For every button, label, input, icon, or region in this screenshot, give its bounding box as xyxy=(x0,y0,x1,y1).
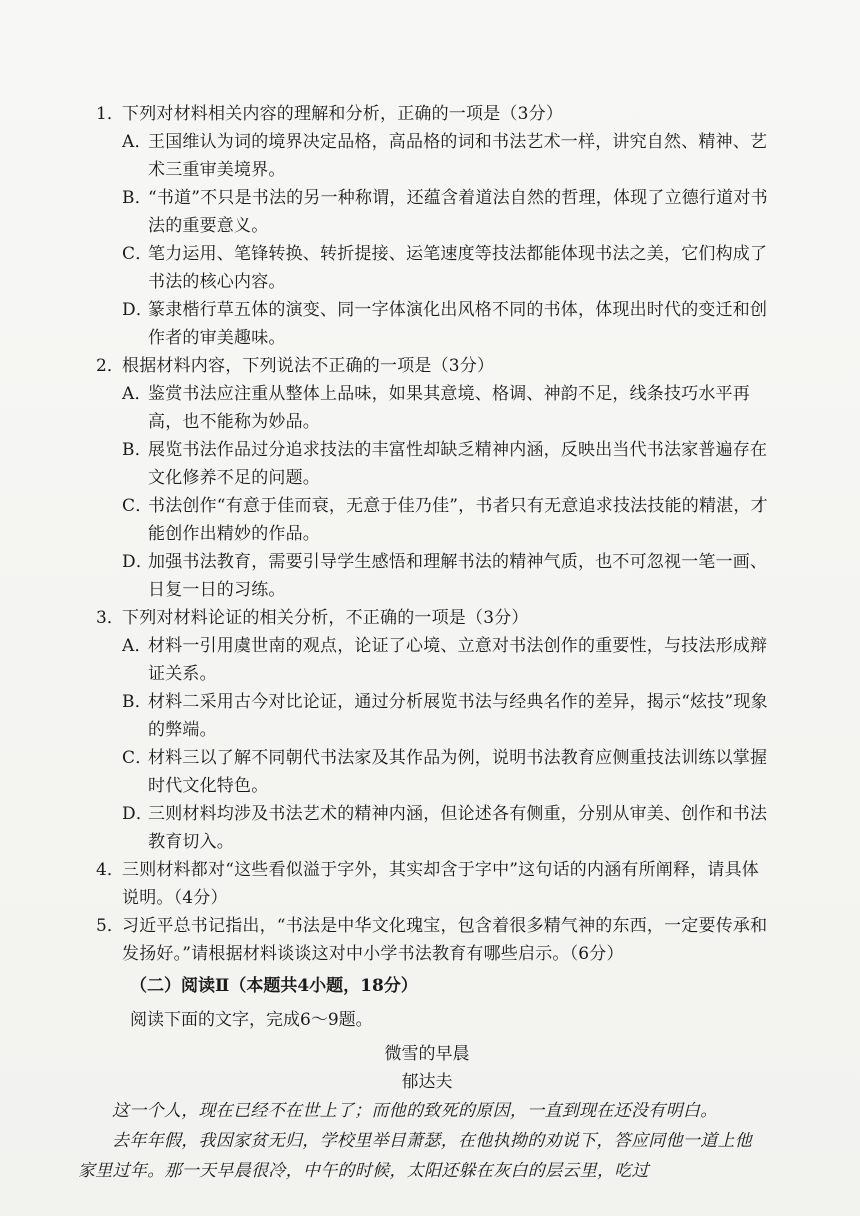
option-a xyxy=(122,380,772,436)
option-text: 鉴赏书法应注重从整体上品味，如果其意境、格调、神韵不足，线条技巧水平再高，也不能称为妙品。 xyxy=(148,384,750,432)
option-letter: A． xyxy=(122,384,152,404)
question-stem: 习近平总书记指出，“书法是中华文化瑰宝，包含着很多精气神的东西，一定要传承和发扬好。”请根据材料谈谈这对中小学书法教育有哪些启示。（6分） xyxy=(122,916,768,964)
option-d xyxy=(122,548,772,604)
option-letter: D． xyxy=(122,804,154,824)
question-number: 2． xyxy=(96,356,124,376)
question-number: 5． xyxy=(96,916,124,936)
option-text: 书法创作“有意于佳而衰，无意于佳乃佳”，书者只有无意追求技法技能的精湛，才能创作出精妙的作品。 xyxy=(148,496,768,544)
section-title: （二）阅读Ⅱ（本题共4小题，18分） xyxy=(130,976,418,996)
story-title: 微雪的早晨 xyxy=(384,1044,470,1064)
story-paragraph: 这一个人，现在已经不在世上了；而他的致死的原因，一直到现在还没有明白。 xyxy=(112,1101,718,1121)
option-text: 展览书法作品过分追求技法的丰富性却缺乏精神内涵，反映出当代书法家普遍存在文化修养不足的问题。 xyxy=(148,440,768,488)
option-b xyxy=(122,688,772,744)
option-c xyxy=(122,492,772,548)
question-number: 1． xyxy=(96,104,124,124)
story-author: 郁达夫 xyxy=(401,1072,453,1092)
option-letter: A． xyxy=(122,132,152,152)
question-4 xyxy=(82,856,772,912)
option-text: 笔力运用、笔锋转换、转折提接、运笔速度等技法都能体现书法之美，它们构成了书法的核心内容。 xyxy=(148,244,768,292)
question-number: 4． xyxy=(96,860,124,880)
option-letter: B． xyxy=(122,440,152,460)
option-text: 加强书法教育，需要引导学生感悟和理解书法的精神气质，也不可忽视一笔一画、日复一日的习练。 xyxy=(148,552,768,600)
option-letter: C． xyxy=(122,244,153,264)
question-5 xyxy=(82,912,772,968)
option-letter: A． xyxy=(122,636,152,656)
option-text: 王国维认为词的境界决定品格，高品格的词和书法艺术一样，讲究自然、精神、艺术三重审美境界。 xyxy=(148,132,768,180)
question-1 xyxy=(82,100,772,352)
option-text: 材料三以了解不同朝代书法家及其作品为例，说明书法教育应侧重技法训练以掌握时代文化特色。 xyxy=(148,748,768,796)
option-a xyxy=(122,632,772,688)
option-d xyxy=(122,800,772,856)
option-text: 三则材料均涉及书法艺术的精神内涵，但论述各有侧重，分别从审美、创作和书法教育切入。 xyxy=(148,804,768,852)
reading-instruction: 阅读下面的文字，完成6～9题。 xyxy=(130,1010,373,1030)
option-text: 材料一引用虞世南的观点，论证了心境、立意对书法创作的重要性，与技法形成辩证关系。 xyxy=(148,636,768,684)
question-stem: 下列对材料论证的相关分析，不正确的一项是（3分） xyxy=(122,608,529,628)
story-body xyxy=(78,1096,762,1186)
option-c xyxy=(122,240,772,296)
question-number: 3． xyxy=(96,608,124,628)
page-content xyxy=(78,100,772,1186)
question-2 xyxy=(82,352,772,604)
option-letter: B． xyxy=(122,692,152,712)
question-stem: 三则材料都对“这些看似溢于字外，其实却含于字中”这句话的内涵有所阐释，请具体说明。（4分） xyxy=(122,860,759,908)
option-letter: C． xyxy=(122,496,153,516)
option-c xyxy=(122,744,772,800)
option-letter: D． xyxy=(122,300,154,320)
option-text: “书道”不只是书法的另一种称谓，还蕴含着道法自然的哲理，体现了立德行道对书法的重要意义。 xyxy=(148,188,768,236)
question-stem: 根据材料内容，下列说法不正确的一项是（3分） xyxy=(122,356,495,376)
option-letter: B． xyxy=(122,188,152,208)
option-letter: D． xyxy=(122,552,154,572)
question-3 xyxy=(82,604,772,856)
question-stem: 下列对材料相关内容的理解和分析，正确的一项是（3分） xyxy=(122,104,564,124)
option-a xyxy=(122,128,772,184)
option-b xyxy=(122,184,772,240)
story-paragraph: 去年年假，我因家贫无归，学校里举目萧瑟，在他执拗的劝说下，答应同他一道上他家里过年。那一天早晨很冷，中午的时候，太阳还躲在灰白的层云里，吃过 xyxy=(78,1131,753,1181)
option-letter: C． xyxy=(122,748,153,768)
option-text: 材料二采用古今对比论证，通过分析展览书法与经典名作的差异，揭示“炫技”现象的弊端。 xyxy=(148,692,768,740)
option-text: 篆隶楷行草五体的演变、同一字体演化出风格不同的书体，体现出时代的变迁和创作者的审美趣味。 xyxy=(148,300,768,348)
option-b xyxy=(122,436,772,492)
option-d xyxy=(122,296,772,352)
